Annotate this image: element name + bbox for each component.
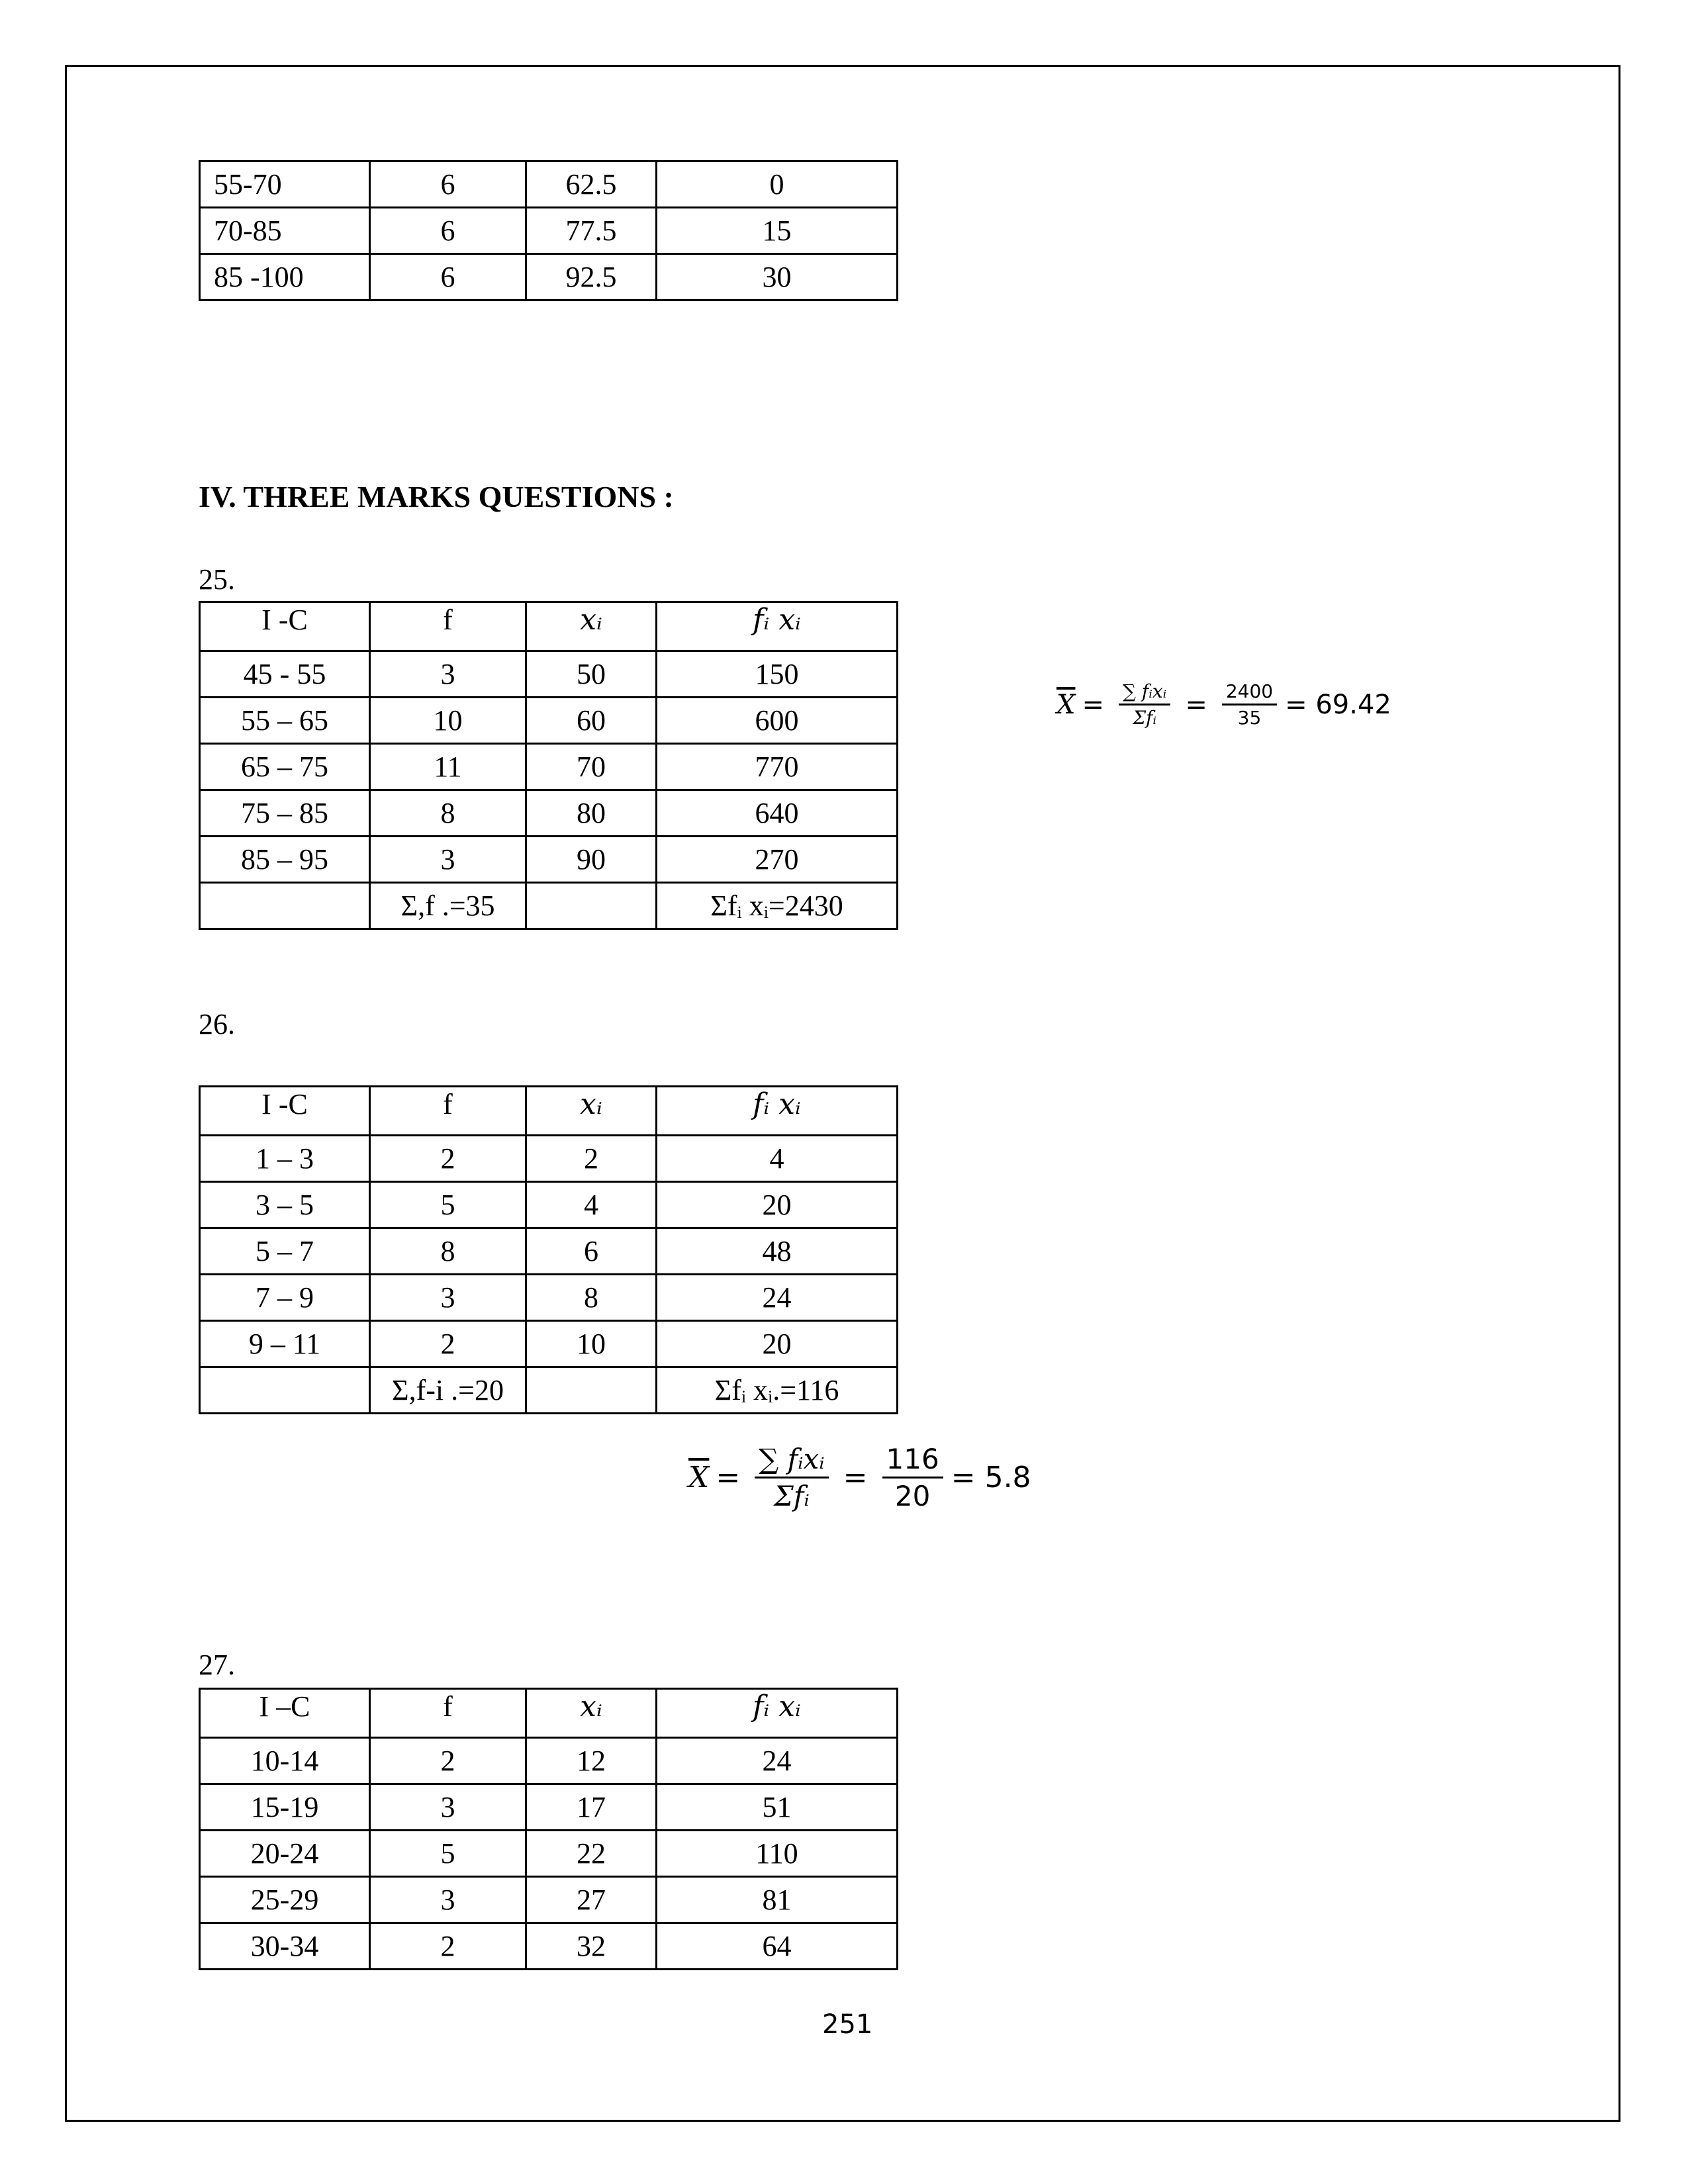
page-number: 251 [822,2009,873,2040]
table-cell: 20 [657,1321,898,1367]
table-row [200,790,898,837]
table-cell: 24 [657,1738,898,1784]
table-cell: 65 – 75 [200,744,370,790]
table-cell: 30-34 [200,1923,370,1970]
table-cell: 5 [370,1182,526,1228]
table-cell: 3 [370,1784,526,1831]
table-cell: 6 [526,1228,657,1275]
numerator: 116 [882,1443,943,1479]
table-cell: 3 [370,651,526,698]
column-header: xᵢ [526,602,657,651]
table-row [200,208,898,254]
equals-sign: = [843,1461,868,1494]
q27-table [199,1688,898,1970]
table-row [200,1136,898,1182]
column-header: I –C [200,1689,370,1738]
table-cell: 5 [370,1831,526,1877]
table-cell: 10-14 [200,1738,370,1784]
fraction [882,1443,943,1512]
table-cell: 4 [657,1136,898,1182]
denominator: 20 [894,1480,931,1512]
column-header: xᵢ [526,1087,657,1136]
table-cell [526,883,657,929]
column-header: fᵢ xᵢ [657,602,898,651]
numerator: ∑ fᵢxᵢ [1119,680,1170,705]
table-cell: 80 [526,790,657,837]
table-row [200,744,898,790]
table-cell: 640 [657,790,898,837]
table-cell: 4 [526,1182,657,1228]
fraction [755,1443,828,1512]
table-cell: 3 [370,1275,526,1321]
table-row [200,1275,898,1321]
table-cell: 770 [657,744,898,790]
numerator: 2400 [1222,680,1277,705]
table-header-row [200,1689,898,1738]
table-row [200,161,898,208]
table-row [200,1831,898,1877]
table-cell: 2 [370,1923,526,1970]
table-cell: 2 [370,1738,526,1784]
table-cell: 90 [526,837,657,883]
total-f-cell: Σ,f-i .=20 [370,1367,526,1414]
table-row [200,1784,898,1831]
table-cell: 15-19 [200,1784,370,1831]
table-cell: 150 [657,651,898,698]
table-cell: 55-70 [200,161,370,208]
result: = 5.8 [951,1461,1031,1494]
table-row [200,1923,898,1970]
q26-mean-formula [688,1443,1031,1512]
table-header-row [200,602,898,651]
table-cell: 60 [526,698,657,744]
table-cell: 20-24 [200,1831,370,1877]
table-cell: 6 [370,254,526,300]
x-bar-symbol: $\overline{X}$ [688,1461,710,1494]
table-cell: 0 [657,161,898,208]
equals-sign: = [1185,689,1207,720]
fraction [1222,680,1277,729]
table-cell: 6 [370,208,526,254]
table-total-row [200,1367,898,1414]
table-cell: 55 – 65 [200,698,370,744]
table-cell: 24 [657,1275,898,1321]
column-header: f [370,1087,526,1136]
table-header-row [200,1087,898,1136]
table-cell: 17 [526,1784,657,1831]
top-table [199,160,898,301]
denominator: 35 [1237,707,1262,729]
table-cell: 600 [657,698,898,744]
table-cell: 270 [657,837,898,883]
table-cell: 10 [526,1321,657,1367]
column-header: I -C [200,602,370,651]
table-cell: 7 – 9 [200,1275,370,1321]
table-cell [526,1367,657,1414]
table-cell: 5 – 7 [200,1228,370,1275]
q25-table [199,601,898,930]
table-cell: 70-85 [200,208,370,254]
table-cell: 51 [657,1784,898,1831]
table-cell: 9 – 11 [200,1321,370,1367]
table-row [200,1182,898,1228]
table-cell: 75 – 85 [200,790,370,837]
table-cell: 45 - 55 [200,651,370,698]
denominator: Σfᵢ [1133,707,1157,729]
column-header: f [370,602,526,651]
table-cell: 92.5 [526,254,657,300]
table-cell: 62.5 [526,161,657,208]
table-cell: 81 [657,1877,898,1923]
column-header: I -C [200,1087,370,1136]
table-cell: 8 [370,790,526,837]
column-header: fᵢ xᵢ [657,1689,898,1738]
q26-table [199,1085,898,1414]
question-number-26: 26. [199,1008,235,1040]
table-cell: 32 [526,1923,657,1970]
table-cell: 2 [526,1136,657,1182]
equals-sign: = [1082,689,1104,720]
table-cell: 12 [526,1738,657,1784]
table-row [200,837,898,883]
table-cell: 50 [526,651,657,698]
total-fx-cell: Σfᵢ xᵢ=2430 [657,883,898,929]
table-cell: 25-29 [200,1877,370,1923]
table-cell [200,883,370,929]
table-cell: 27 [526,1877,657,1923]
q25-mean-formula [1056,680,1391,729]
table-total-row [200,883,898,929]
x-bar-symbol: $\overline{X}$ [1056,689,1076,720]
table-cell: 8 [370,1228,526,1275]
table-cell: 77.5 [526,208,657,254]
table-cell: 11 [370,744,526,790]
table-cell [200,1367,370,1414]
table-row [200,698,898,744]
table-row [200,1738,898,1784]
column-header: xᵢ [526,1689,657,1738]
table-cell: 22 [526,1831,657,1877]
table-cell: 30 [657,254,898,300]
table-cell: 70 [526,744,657,790]
table-cell: 64 [657,1923,898,1970]
table-row [200,651,898,698]
result: = 69.42 [1285,689,1391,720]
table-row [200,1877,898,1923]
table-cell: 85 – 95 [200,837,370,883]
table-cell: 3 [370,837,526,883]
table-row [200,254,898,300]
table-cell: 48 [657,1228,898,1275]
table-cell: 6 [370,161,526,208]
table-cell: 2 [370,1136,526,1182]
table-cell: 15 [657,208,898,254]
table-cell: 3 [370,1877,526,1923]
table-cell: 1 – 3 [200,1136,370,1182]
section-heading: IV. THREE MARKS QUESTIONS : [199,480,674,514]
numerator: ∑ fᵢxᵢ [755,1443,828,1479]
column-header: f [370,1689,526,1738]
table-cell: 85 -100 [200,254,370,300]
table-cell: 110 [657,1831,898,1877]
table-cell: 8 [526,1275,657,1321]
total-fx-cell: Σfᵢ xᵢ.=116 [657,1367,898,1414]
table-row [200,1228,898,1275]
question-number-27: 27. [199,1649,235,1681]
table-cell: 2 [370,1321,526,1367]
equals-sign: = [716,1461,741,1494]
table-row [200,1321,898,1367]
table-cell: 20 [657,1182,898,1228]
table-cell: 10 [370,698,526,744]
column-header: fᵢ xᵢ [657,1087,898,1136]
fraction [1119,680,1170,729]
total-f-cell: Σ,f .=35 [370,883,526,929]
table-cell: 3 – 5 [200,1182,370,1228]
question-number-25: 25. [199,563,235,596]
denominator: Σfᵢ [774,1480,810,1512]
